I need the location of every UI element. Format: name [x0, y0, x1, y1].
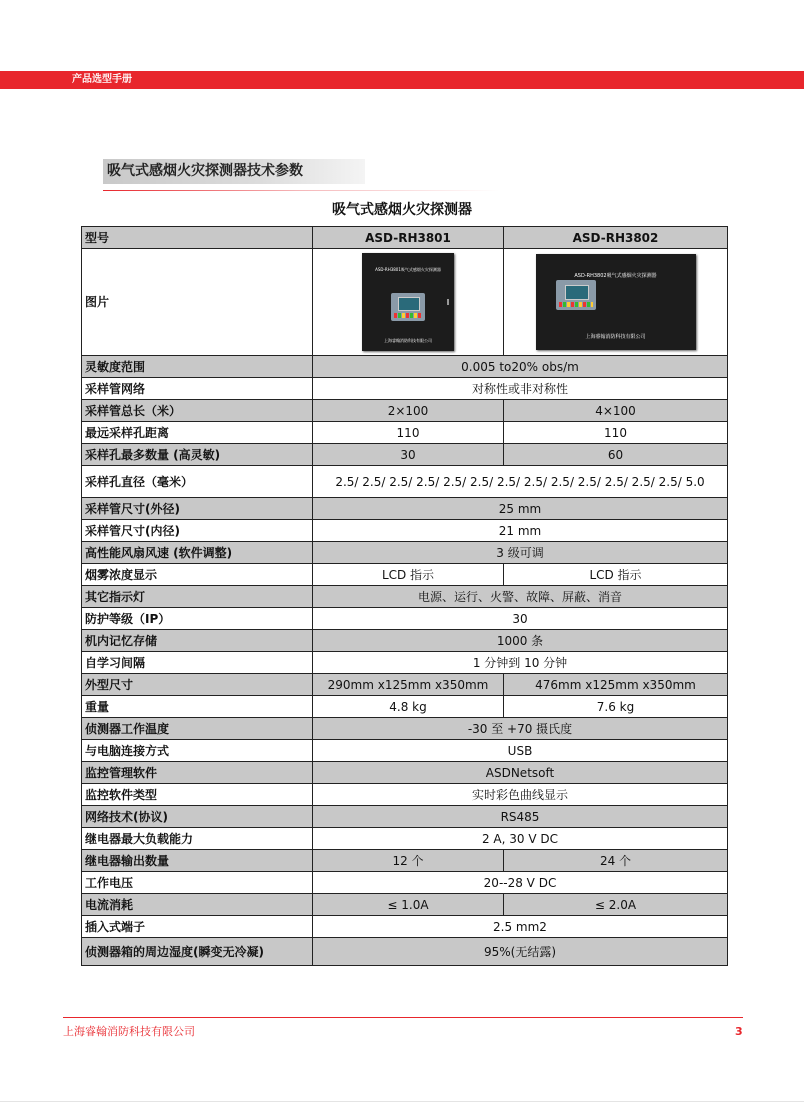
spec-value-model-2: 7.6 kg	[504, 696, 728, 718]
spec-label: 烟雾浓度显示	[82, 564, 313, 586]
device-1-buttons	[394, 313, 422, 318]
device-1-company: 上海睿翰消防科技有限公司	[384, 338, 432, 343]
table-row	[82, 674, 728, 696]
table-row	[82, 378, 728, 400]
spec-label: 与电脑连接方式	[82, 740, 313, 762]
spec-label: 自学习间隔	[82, 652, 313, 674]
table-row	[82, 542, 728, 564]
device-1-panel-title: ASD-RH3801吸气式感烟火灾探测器	[375, 267, 441, 272]
device-2-buttons	[559, 302, 593, 307]
spec-value-model-1: 2×100	[313, 400, 504, 422]
spec-value: 3 级可调	[313, 542, 728, 564]
spec-label: 外型尺寸	[82, 674, 313, 696]
spec-value: 25 mm	[313, 498, 728, 520]
spec-label: 继电器输出数量	[82, 850, 313, 872]
spec-label: 其它指示灯	[82, 586, 313, 608]
table-row	[82, 828, 728, 850]
table-title: 吸气式感烟火灾探测器	[332, 202, 472, 218]
device-2-panel-title: ASD-RH3802吸气式感烟火灾探测器	[574, 273, 657, 279]
spec-value-model-2: 60	[504, 444, 728, 466]
spec-label: 采样管尺寸(外径)	[82, 498, 313, 520]
spec-label: 重量	[82, 696, 313, 718]
spec-label: 采样管尺寸(内径)	[82, 520, 313, 542]
table-row	[82, 762, 728, 784]
device-2-image	[536, 254, 696, 350]
table-row	[82, 850, 728, 872]
spec-label: 采样管总长（米）	[82, 400, 313, 422]
spec-value-model-2: 24 个	[504, 850, 728, 872]
table-row	[82, 872, 728, 894]
spec-value: 2 A, 30 V DC	[313, 828, 728, 850]
table-row	[82, 444, 728, 466]
image-row-label: 图片	[82, 249, 313, 356]
spec-value: ASDNetsoft	[313, 762, 728, 784]
spec-value: 2.5 mm2	[313, 916, 728, 938]
device-1-image	[362, 253, 454, 351]
spec-label: 插入式端子	[82, 916, 313, 938]
spec-value: 实时彩色曲线显示	[313, 784, 728, 806]
table-row	[82, 630, 728, 652]
header-title: 产品选型手册	[72, 74, 132, 85]
spec-value: -30 至 +70 摄氏度	[313, 718, 728, 740]
table-row	[82, 916, 728, 938]
section-title-box	[103, 159, 365, 184]
spec-value-model-2: ≤ 2.0A	[504, 894, 728, 916]
spec-value: 对称性或非对称性	[313, 378, 728, 400]
section-title-underline	[103, 190, 499, 191]
table-row	[82, 784, 728, 806]
table-row	[82, 806, 728, 828]
spec-value-model-1: 30	[313, 444, 504, 466]
spec-label: 灵敏度范围	[82, 356, 313, 378]
page-bottom-line	[0, 1101, 804, 1102]
spec-table	[81, 226, 728, 966]
spec-label: 采样管网络	[82, 378, 313, 400]
spec-label: 网络技术(协议)	[82, 806, 313, 828]
device-1-lock-icon	[447, 299, 449, 305]
spec-label: 采样孔直径（毫米）	[82, 466, 313, 498]
spec-label: 高性能风扇风速 (软件调整)	[82, 542, 313, 564]
spec-label: 工作电压	[82, 872, 313, 894]
table-row	[82, 498, 728, 520]
device-1-control-panel	[391, 293, 425, 321]
spec-label: 电流消耗	[82, 894, 313, 916]
spec-value: 21 mm	[313, 520, 728, 542]
table-row	[82, 652, 728, 674]
spec-value: 电源、运行、火警、故障、屏蔽、消音	[313, 586, 728, 608]
table-row	[82, 422, 728, 444]
spec-label: 采样孔最多数量 (高灵敏)	[82, 444, 313, 466]
spec-value: 2.5/ 2.5/ 2.5/ 2.5/ 2.5/ 2.5/ 2.5/ 2.5/ 2.5/ 2.5/ 2.5/ 2.5/ 2.5/ 5.0	[313, 466, 728, 498]
device-2-control-panel	[556, 280, 596, 310]
spec-value: 0.005 to20% obs/m	[313, 356, 728, 378]
table-row	[82, 938, 728, 966]
spec-value: 1 分钟到 10 分钟	[313, 652, 728, 674]
spec-value-model-1: ≤ 1.0A	[313, 894, 504, 916]
table-row	[82, 356, 728, 378]
header-bar	[0, 71, 804, 89]
spec-value-model-2: 110	[504, 422, 728, 444]
spec-label: 最远采样孔距离	[82, 422, 313, 444]
table-header-row	[82, 227, 728, 249]
spec-value-model-1: 12 个	[313, 850, 504, 872]
device-2-lcd-screen	[565, 285, 589, 300]
footer-company: 上海睿翰消防科技有限公司	[63, 1025, 195, 1038]
spec-value: 1000 条	[313, 630, 728, 652]
footer-rule	[63, 1017, 743, 1018]
table-row	[82, 718, 728, 740]
spec-label: 侦测器箱的周边湿度(瞬变无冷凝)	[82, 938, 313, 966]
spec-value-model-1: LCD 指示	[313, 564, 504, 586]
spec-label: 继电器最大负载能力	[82, 828, 313, 850]
spec-label: 机内记忆存储	[82, 630, 313, 652]
spec-value: 20--28 V DC	[313, 872, 728, 894]
spec-label: 监控软件类型	[82, 784, 313, 806]
spec-label: 侦测器工作温度	[82, 718, 313, 740]
table-row	[82, 586, 728, 608]
table-row	[82, 400, 728, 422]
spec-label: 监控管理软件	[82, 762, 313, 784]
spec-value-model-1: 110	[313, 422, 504, 444]
header-label: 型号	[82, 227, 313, 249]
table-row	[82, 466, 728, 498]
spec-value-model-1: 4.8 kg	[313, 696, 504, 718]
spec-value-model-2: 4×100	[504, 400, 728, 422]
table-row	[82, 564, 728, 586]
table-row	[82, 894, 728, 916]
spec-value: RS485	[313, 806, 728, 828]
model-1-image-cell	[313, 249, 504, 356]
image-row	[82, 249, 728, 356]
spec-value-model-2: 476mm x125mm x350mm	[504, 674, 728, 696]
spec-value: 95%(无结露)	[313, 938, 728, 966]
spec-value: 30	[313, 608, 728, 630]
model-2-image-cell	[504, 249, 728, 356]
model-1-header: ASD-RH3801	[313, 227, 504, 249]
section-title: 吸气式感烟火灾探测器技术参数	[107, 163, 303, 179]
table-row	[82, 740, 728, 762]
spec-value: USB	[313, 740, 728, 762]
device-1-lcd-screen	[398, 297, 420, 311]
spec-value-model-1: 290mm x125mm x350mm	[313, 674, 504, 696]
spec-label: 防护等级（IP）	[82, 608, 313, 630]
table-row	[82, 696, 728, 718]
table-row	[82, 608, 728, 630]
model-2-header: ASD-RH3802	[504, 227, 728, 249]
device-2-company: 上海睿翰消防科技有限公司	[585, 334, 646, 340]
spec-value-model-2: LCD 指示	[504, 564, 728, 586]
table-row	[82, 520, 728, 542]
page-number: 3	[735, 1025, 743, 1038]
